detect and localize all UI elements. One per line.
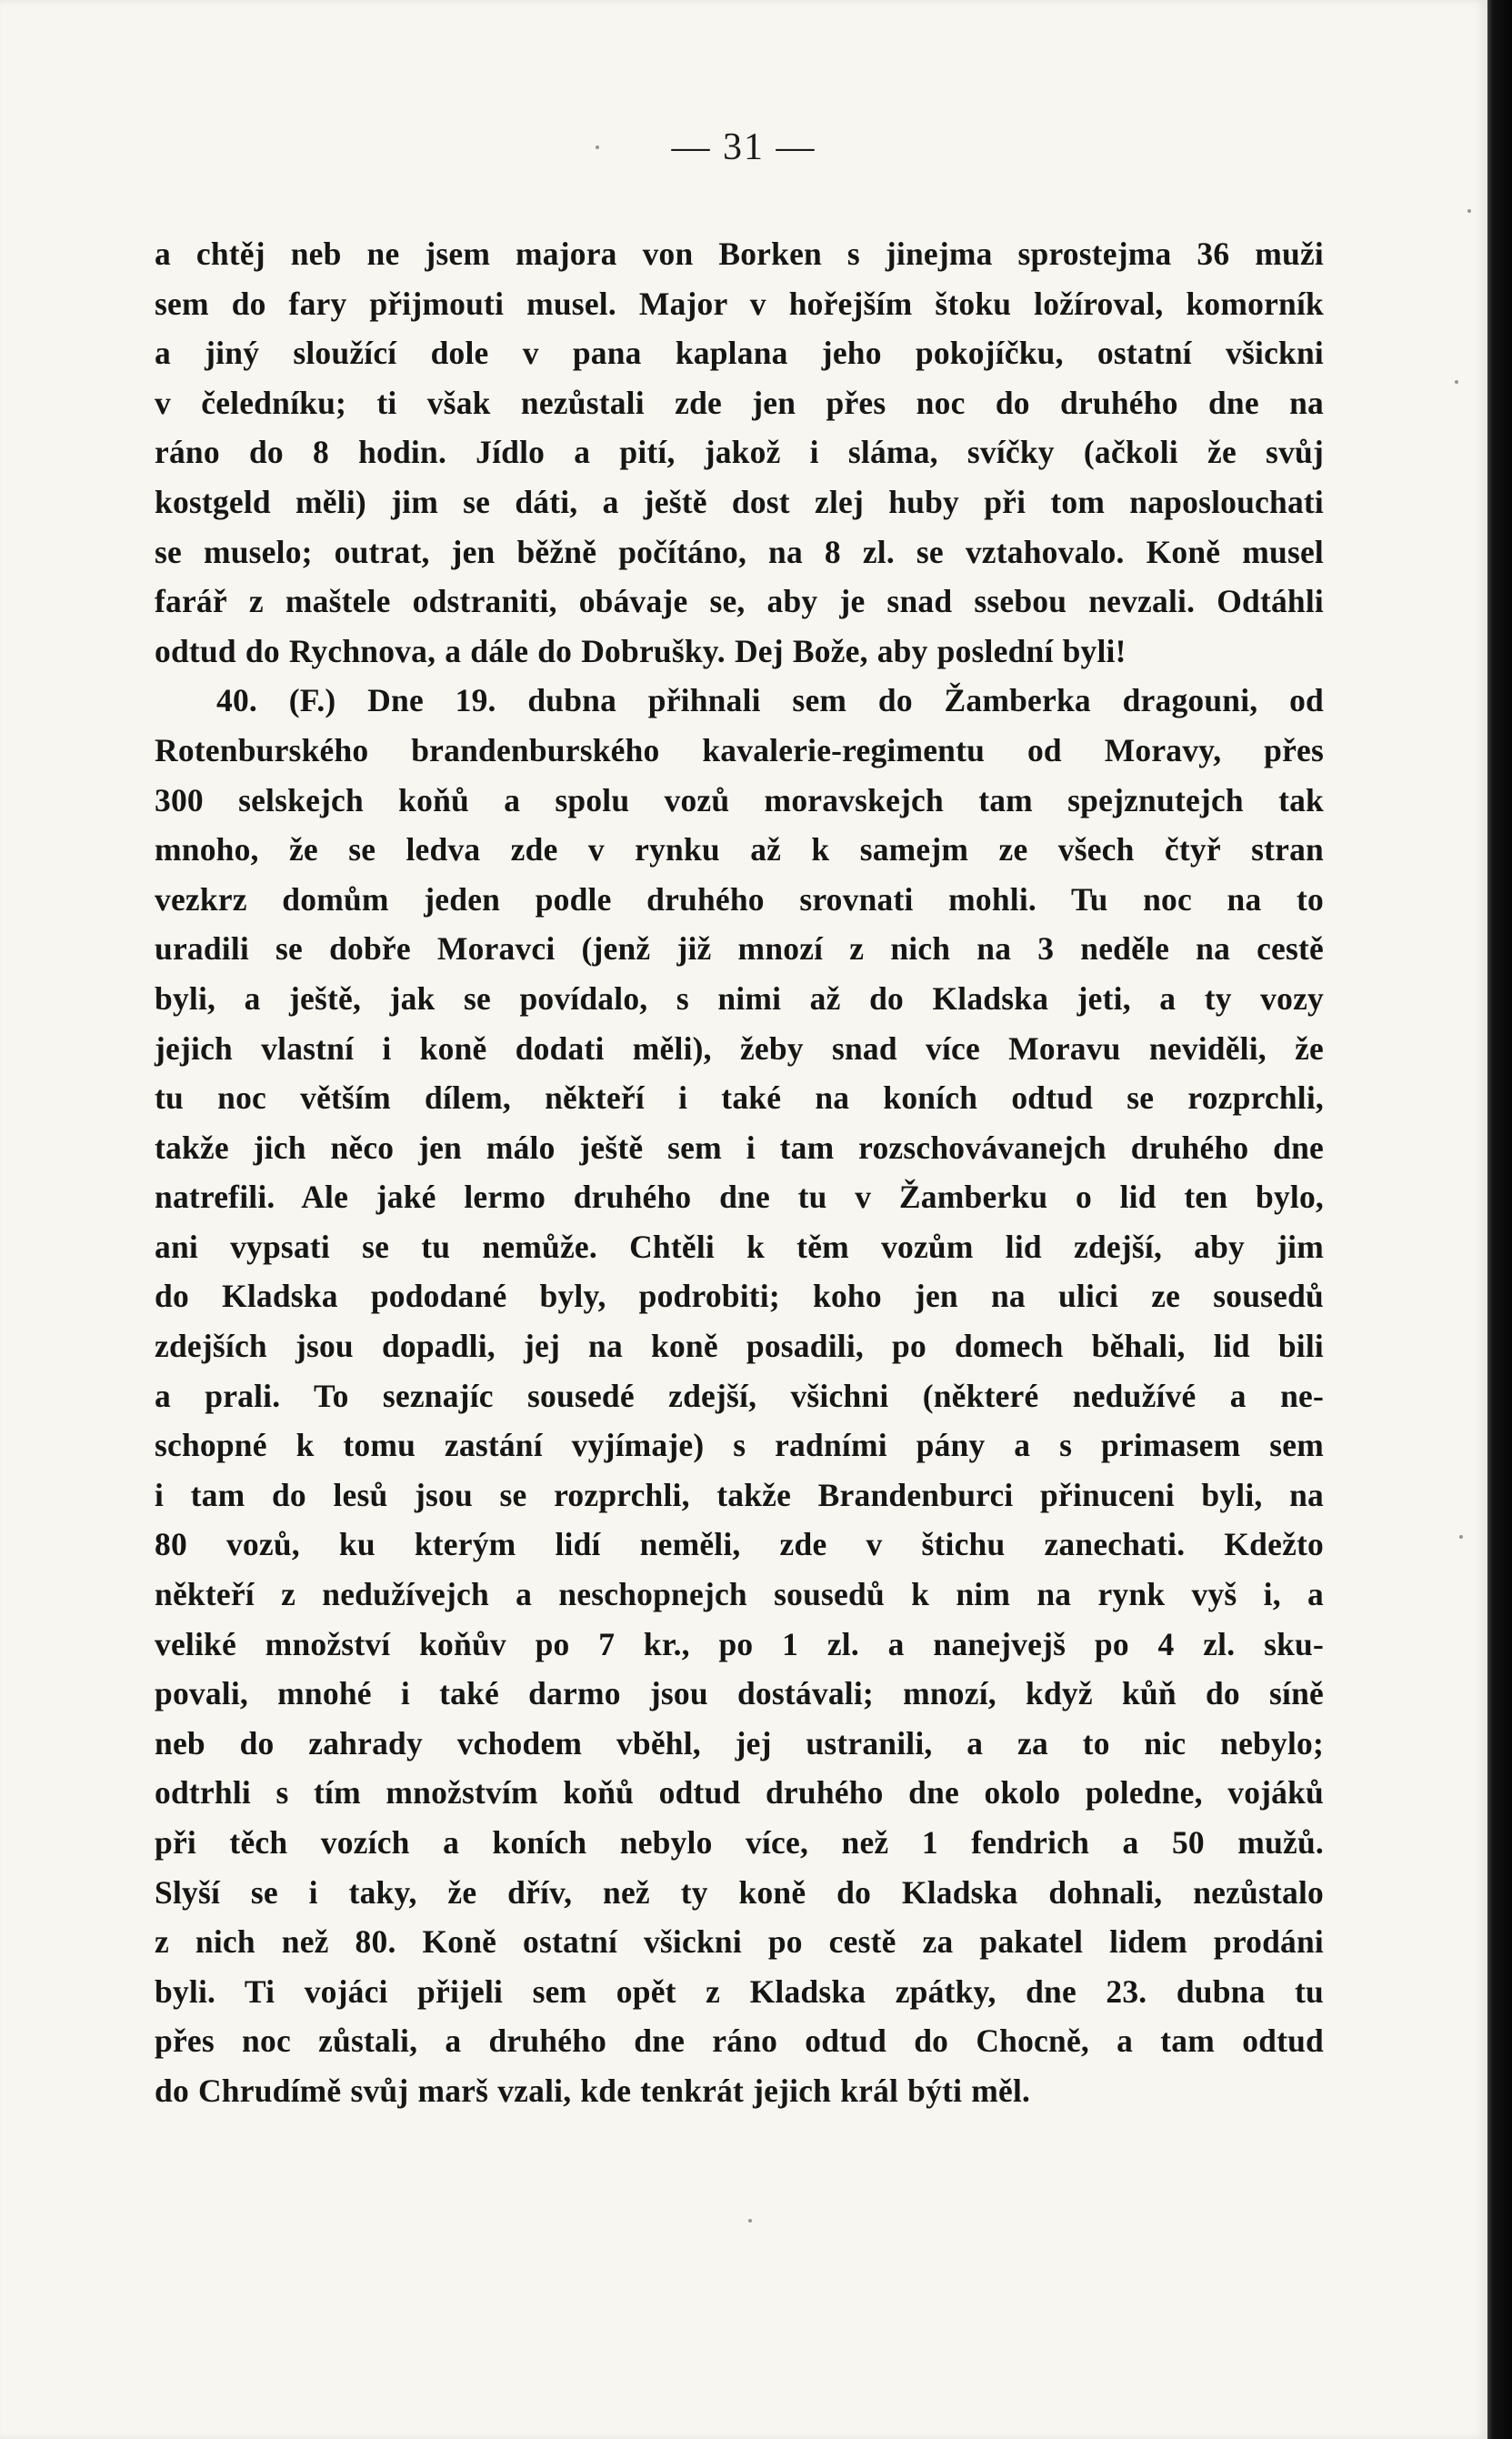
text-line: zdejších jsou dopadli, jej na koně posadili, po domech běhali, lid bili <box>155 1328 1324 1365</box>
text-line: 40. (F.) Dne 19. dubna přihnali sem do Žamberka dragouni, od <box>216 682 1324 719</box>
text-line: uradili se dobře Moravci (jenž již mnozí z nich na 3 neděle na cestě <box>155 930 1324 968</box>
text-line: vezkrz domům jeden podle druhého srovnati mohli. Tu noc na to <box>155 880 1324 918</box>
text-line: byli. Ti vojáci přijeli sem opět z Kladska zpátky, dne 23. dubna tu <box>155 1972 1324 2010</box>
text-line: tu noc větším dílem, někteří i také na koních odtud se rozprchli, <box>155 1079 1324 1117</box>
text-line: z nich než 80. Koně ostatní všickni po cestě za pakatel lidem prodáni <box>155 1923 1324 1961</box>
text-line: Rotenburského brandenburského kavalerie-regimentu od Moravy, přes <box>155 731 1324 768</box>
text-line: byli, a ještě, jak se povídalo, s nimi až do Kladska jeti, a ty vozy <box>155 979 1324 1017</box>
paper-speck <box>748 2219 752 2223</box>
text-line: se muselo; outrat, jen běžně počítáno, na 8 zl. se vztahovalo. Koně musel <box>155 533 1324 570</box>
page-number: — 31 — <box>671 126 816 168</box>
text-line: 300 selskejch koňů a spolu vozů moravskejch tam spejznutejch tak <box>155 781 1324 818</box>
text-line: ani vypsati se tu nemůže. Chtěli k těm vozům lid zdejší, aby jim <box>155 1228 1324 1265</box>
text-line: mnoho, že se ledva zde v rynku až k samejm ze všech čtyř stran <box>155 831 1324 868</box>
text-line: někteří z nedužívejch a neschopnejch sousedů k nim na rynk vyš i, a <box>155 1576 1324 1613</box>
scan-edge <box>1487 0 1512 2439</box>
text-line: povali, mnohé i také darmo jsou dostávali; mnozí, když kůň do síně <box>155 1675 1324 1712</box>
body-text <box>155 229 1324 2116</box>
text-line: natrefili. Ale jaké lermo druhého dne tu v Žamberku o lid ten bylo, <box>155 1179 1324 1216</box>
text-line: neb do zahrady vchodem vběhl, jej ustranili, a za to nic nebylo; <box>155 1724 1324 1762</box>
text-line: farář z maštele odstraniti, obávaje se, aby je snad ssebou nevzali. Odtáhli <box>155 583 1324 620</box>
text-line: ráno do 8 hodin. Jídlo a pití, jakož i sláma, svíčky (ačkoli že svůj <box>155 434 1324 471</box>
text-line: jejich vlastní i koně dodati měli), žeby snad více Moravu neviděli, že <box>155 1029 1324 1067</box>
text-line: veliké množství koňův po 7 kr., po 1 zl. a nanejvejš po 4 zl. sku- <box>155 1625 1324 1662</box>
paper-speck <box>596 146 599 149</box>
text-line: a prali. To seznajíc sousedé zdejší, všichni (některé nedužívé a ne- <box>155 1377 1324 1414</box>
text-line: odtrhli s tím množstvím koňů odtud druhého dne okolo poledne, vojáků <box>155 1774 1324 1812</box>
text-line: i tam do lesů jsou se rozprchli, takže Brandenburci přinuceni byli, na <box>155 1476 1324 1513</box>
text-line: při těch vozích a koních nebylo více, než 1 fendrich a 50 mužů. <box>155 1824 1324 1861</box>
text-line: takže jich něco jen málo ještě sem i tam rozschovávanejch druhého dne <box>155 1129 1324 1166</box>
paper-speck <box>1467 209 1471 213</box>
text-line: do Chrudímě svůj marš vzali, kde tenkrát jejich král býti měl. <box>155 2072 1031 2109</box>
text-line: přes noc zůstali, a druhého dne ráno odtud do Chocně, a tam odtud <box>155 2022 1324 2060</box>
text-line: a chtěj neb ne jsem majora von Borken s jinejma sprostejma 36 muži <box>155 236 1324 272</box>
paper-speck <box>1459 1535 1463 1539</box>
text-line: v čeledníku; ti však nezůstali zde jen přes noc do druhého dne na <box>155 384 1324 421</box>
text-line: kostgeld měli) jim se dáti, a ještě dost zlej huby při tom naposlouchati <box>155 483 1324 520</box>
text-line: sem do fary přijmouti musel. Major v hořejším štoku ložíroval, komorník <box>155 285 1324 322</box>
text-line: schopné k tomu zastání vyjímaje) s radními pány a s primasem sem <box>155 1427 1324 1464</box>
text-line: 80 vozů, ku kterým lidí neměli, zde v štichu zanechati. Kdežto <box>155 1526 1324 1563</box>
paper-speck <box>1455 380 1458 384</box>
text-line: do Kladska pododané byly, podrobiti; koho jen na ulici ze sousedů <box>155 1278 1324 1315</box>
text-line: a jiný sloužící dole v pana kaplana jeho pokojíčku, ostatní všickni <box>155 335 1324 372</box>
text-line: Slyší se i taky, že dřív, než ty koně do Kladska dohnali, nezůstalo <box>155 1873 1324 1911</box>
text-line: odtud do Rychnova, a dále do Dobrušky. Dej Bože, aby poslední byli! <box>155 632 1126 669</box>
